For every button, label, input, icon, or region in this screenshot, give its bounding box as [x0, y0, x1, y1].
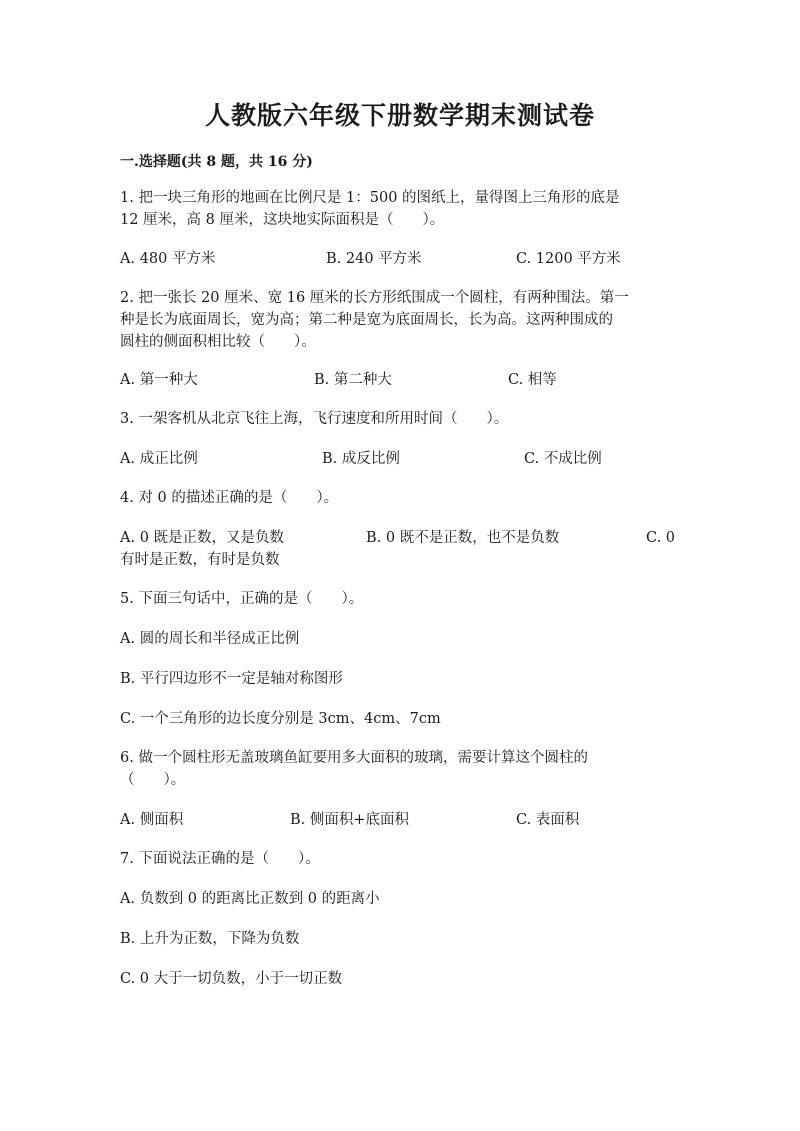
question-7-line-1: 7. 下面说法正确的是（ ）。 — [120, 851, 320, 867]
page-title: 人教版六年级下册数学期末测试卷 — [204, 101, 595, 130]
question-6-option-c: C. 表面积 — [516, 812, 580, 828]
question-4-option-a: A. 0 既是正数，又是负数 — [120, 530, 285, 546]
question-2-option-a: A. 第一种大 — [120, 372, 198, 388]
question-5-option-c: C. 一个三角形的边长度分别是 3cm、4cm、7cm — [120, 711, 441, 727]
question-6-option-b: B. 侧面积+底面积 — [290, 812, 410, 828]
question-4-option-c: C. 0 — [646, 530, 676, 546]
question-1-option-a: A. 480 平方米 — [120, 251, 216, 267]
section-heading: 一.选择题(共 8 题，共 16 分) — [120, 154, 313, 170]
question-3-option-a: A. 成正比例 — [120, 451, 198, 467]
question-1-line-2: 12 厘米，高 8 厘米，这块地实际面积是（ ）。 — [120, 212, 445, 228]
question-2-option-b: B. 第二种大 — [314, 372, 392, 388]
question-2-line-3: 圆柱的侧面积相比较（ ）。 — [120, 334, 316, 350]
question-5-option-b: B. 平行四边形不一定是轴对称图形 — [120, 671, 343, 687]
question-6-option-a: A. 侧面积 — [120, 812, 184, 828]
question-1-line-1: 1. 把一块三角形的地画在比例尺是 1：500 的图纸上，量得图上三角形的底是 — [120, 190, 620, 206]
question-6-line-1: 6. 做一个圆柱形无盖玻璃鱼缸要用多大面积的玻璃，需要计算这个圆柱的 — [120, 750, 588, 766]
question-2-line-2: 种是长为底面周长，宽为高；第二种是宽为底面周长，长为高。这两种围成的 — [120, 312, 613, 328]
question-7-option-c: C. 0 大于一切负数，小于一切正数 — [120, 971, 343, 987]
question-5-line-1: 5. 下面三句话中，正确的是（ ）。 — [120, 591, 364, 607]
question-3-option-c: C. 不成比例 — [524, 451, 602, 467]
question-3-option-b: B. 成反比例 — [322, 451, 400, 467]
question-7-option-b: B. 上升为正数，下降为负数 — [120, 931, 300, 947]
question-1-option-b: B. 240 平方米 — [326, 251, 422, 267]
question-1-option-c: C. 1200 平方米 — [516, 251, 621, 267]
question-4-option-b: B. 0 既不是正数，也不是负数 — [366, 530, 560, 546]
question-5-option-a: A. 圆的周长和半径成正比例 — [120, 631, 300, 647]
question-2-line-1: 2. 把一张长 20 厘米、宽 16 厘米的长方形纸围成一个圆柱，有两种围法。第一 — [120, 290, 629, 306]
question-3-line-1: 3. 一架客机从北京飞往上海，飞行速度和所用时间（ ）。 — [120, 411, 509, 427]
question-4-option-c-continued: 有时是正数，有时是负数 — [120, 552, 280, 568]
question-6-line-2: （ ）。 — [120, 772, 186, 788]
question-7-option-a: A. 负数到 0 的距离比正数到 0 的距离小 — [120, 891, 380, 907]
question-4-line-1: 4. 对 0 的描述正确的是（ ）。 — [120, 490, 339, 506]
question-2-option-c: C. 相等 — [508, 372, 557, 388]
